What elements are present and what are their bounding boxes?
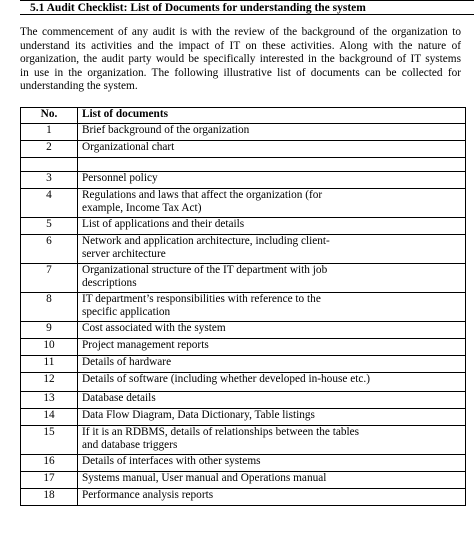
intro-line: in use in the organization. The following illustrative list of documents can be collected for	[20, 66, 461, 79]
row-number: 5	[21, 218, 78, 235]
table-row	[21, 409, 466, 426]
header-no: No.	[21, 108, 78, 124]
table-spacer-row	[21, 158, 466, 172]
table-row	[21, 426, 466, 455]
row-number: 1	[21, 124, 78, 141]
table-header-row	[21, 108, 466, 124]
document-name: Performance analysis reports	[78, 489, 466, 506]
row-number: 7	[21, 264, 78, 293]
table-row	[21, 218, 466, 235]
table-row	[21, 264, 466, 293]
document-name: If it is an RDBMS, details of relationships between the tables and database triggers	[78, 426, 466, 455]
document-name: Details of hardware	[78, 356, 466, 373]
intro-line: understanding the system.	[20, 80, 138, 93]
table-row	[21, 472, 466, 489]
spacer-cell	[78, 158, 466, 172]
document-name: IT department’s responsibilities with reference to the specific application	[78, 293, 466, 322]
row-number: 8	[21, 293, 78, 322]
row-number: 6	[21, 235, 78, 264]
spacer-cell	[21, 158, 78, 172]
document-name: Cost associated with the system	[78, 322, 466, 339]
row-number: 18	[21, 489, 78, 506]
document-name: List of applications and their details	[78, 218, 466, 235]
document-name: Details of software (including whether developed in-house etc.)	[78, 373, 466, 392]
document-name: Project management reports	[78, 339, 466, 356]
table-row	[21, 373, 466, 392]
table-row	[21, 141, 466, 158]
intro-line: The commencement of any audit is with the review of the background of the organization to	[20, 26, 461, 38]
table-row	[21, 356, 466, 373]
row-number: 17	[21, 472, 78, 489]
header-list-of-documents: List of documents	[78, 108, 466, 124]
table-row	[21, 293, 466, 322]
document-name: Brief background of the organization	[78, 124, 466, 141]
row-number: 9	[21, 322, 78, 339]
document-name: Systems manual, User manual and Operations manual	[78, 472, 466, 489]
row-number: 12	[21, 373, 78, 392]
document-name: Organizational structure of the IT department with job descriptions	[78, 264, 466, 293]
table-row	[21, 489, 466, 506]
table-row	[21, 322, 466, 339]
intro-line: organization, the audit party would be specifically interested in the background of IT systems	[20, 53, 461, 66]
section-heading: 5.1 Audit Checklist: List of Documents for understanding the system	[30, 2, 366, 14]
table-row	[21, 189, 466, 218]
table-row	[21, 124, 466, 141]
row-number: 2	[21, 141, 78, 158]
document-name: Personnel policy	[78, 172, 466, 189]
intro-paragraph	[20, 26, 461, 94]
document-name: Organizational chart	[78, 141, 466, 158]
document-name: Network and application architecture, including client- server architecture	[78, 235, 466, 264]
heading-bar	[20, 0, 474, 15]
row-number: 11	[21, 356, 78, 373]
row-number: 16	[21, 455, 78, 472]
table-row	[21, 172, 466, 189]
document-name: Details of interfaces with other systems	[78, 455, 466, 472]
documents-table	[20, 107, 466, 506]
row-number: 15	[21, 426, 78, 455]
document-name: Database details	[78, 392, 466, 409]
row-number: 14	[21, 409, 78, 426]
table-row	[21, 235, 466, 264]
document-name: Regulations and laws that affect the organization (for example, Income Tax Act)	[78, 189, 466, 218]
table-row	[21, 455, 466, 472]
intro-line: understand its activities and the impact of IT on these activities. Along with the nature of	[20, 39, 461, 52]
row-number: 4	[21, 189, 78, 218]
table-body	[21, 124, 466, 506]
row-number: 13	[21, 392, 78, 409]
row-number: 3	[21, 172, 78, 189]
document-name: Data Flow Diagram, Data Dictionary, Table listings	[78, 409, 466, 426]
table-row	[21, 392, 466, 409]
table-row	[21, 339, 466, 356]
row-number: 10	[21, 339, 78, 356]
